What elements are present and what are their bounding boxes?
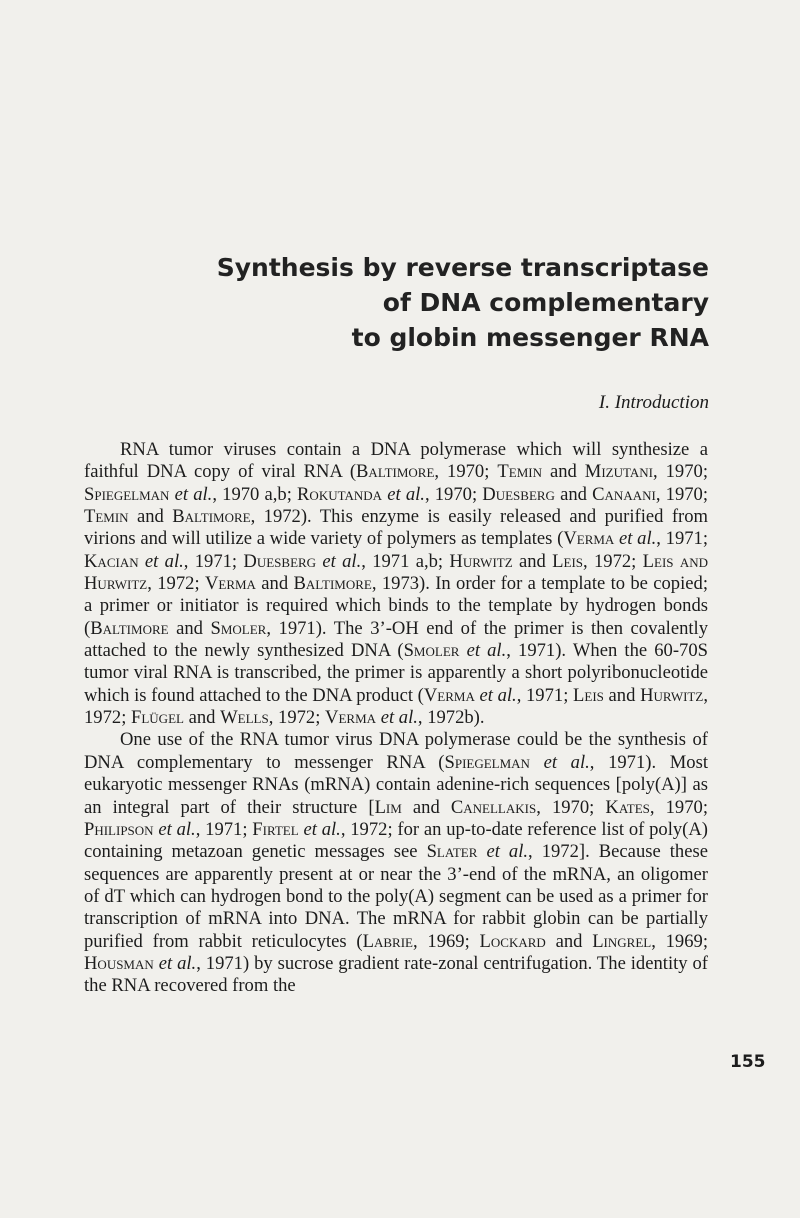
et-al: et al. [158,818,196,840]
et-al: et al. [158,952,197,974]
text-run: , 1971). The 3’-OH end of the primer is then covalently attached to the newly synthesized DNA ( [84,617,708,662]
body-text [84,439,708,998]
et-al: et al. [486,841,529,863]
text-run: and [541,461,585,483]
paragraph [84,439,708,729]
text-run: , 1970; [536,796,606,818]
text-run: , 1972b). [417,707,485,729]
text-run: , 1971; [656,528,709,550]
author-name: Leis [573,684,604,706]
text-run: , 1970; [649,796,708,818]
author-name: Firtel [252,818,299,840]
text-run: RNA tumor viruses contain a DNA polymerase which will synthesize a faithful DNA copy of viral RNA ( [84,439,708,483]
author-name: Lockard [479,930,546,952]
author-name: Smoler [210,617,267,639]
title-line-3: to globin messenger RNA [351,323,709,352]
text-run: and [183,707,221,729]
text-run: and [401,796,451,818]
author-name: Wells [220,707,269,729]
title-line-1: Synthesis by reverse transcriptase [216,253,709,282]
et-al: et al. [380,707,418,729]
et-al: et al. [174,483,213,505]
text-run: and [554,483,593,505]
text-run: , 1971; [516,684,574,706]
text-run: , 1971). Most eukaryotic messenger RNAs (mRNA) contain adenine-rich sequences [poly(A)] as an integral part of their structure [ [84,751,708,818]
text-run: , 1971). When the 60-70S tumor viral RNA is transcribed, the primer is apparently a short polyribonucleotide which is found attached to the DNA product ( [84,640,708,706]
text-run [459,640,466,661]
text-run: , 1972; [147,573,205,595]
et-al: et al. [466,640,507,662]
author-name: Slater [426,841,478,863]
text-run: , 1971 a,b; [361,550,450,572]
text-run: , 1972; [268,707,326,729]
author-name: Philipson [84,818,154,840]
author-name: Smoler [403,640,460,662]
author-name: Duesberg [482,483,555,505]
section-heading: I. Introduction [598,392,709,413]
author-name: Mizutani [584,461,653,483]
text-run: , 1972; [84,684,708,729]
text-run: and [512,550,553,572]
text-run: and [545,930,593,952]
et-al: et al. [144,550,184,572]
author-name: Hurwitz [640,684,704,706]
text-run [530,752,544,773]
author-name: Canellakis [450,796,537,818]
text-run: and [255,573,294,595]
author-name: Kacian [84,550,139,572]
text-run: , 1970; [434,461,498,483]
text-run: One use of the RNA tumor virus DNA polymerase could be the synthesis of DNA complementary to messenger RNA ( [84,729,708,773]
author-name: Verma [204,573,256,595]
author-name: Duesberg [243,550,317,572]
author-name: Verma [563,528,615,550]
author-name: Baltimore [172,506,251,528]
text-run: and [168,617,211,639]
author-name: Spiegelman [84,483,170,505]
author-name: Lim [374,796,402,818]
text-run: , 1972; for an up-to-date reference list of poly(A) containing metazoan genetic messages see [84,818,708,863]
text-run: , 1971; [195,818,253,840]
article-title [149,250,709,355]
paragraph [84,729,708,997]
text-run: , 1970; [424,483,483,505]
author-name: Hurwitz [449,550,513,572]
page-number: 155 [730,1052,766,1072]
author-name: Spiegelman [444,751,530,773]
text-run: and [128,506,173,528]
author-name: Canaani [592,483,656,505]
text-run: , 1969; [412,930,480,952]
et-al: et al. [303,818,341,840]
author-name: Baltimore [293,573,372,595]
text-run: , 1972]. Because these sequences are apparently present at or near the 3’-end of the mRNA, an oligomer of dT which can hydrogen bond to the poly(A) segment can be used as a primer for transcription of mRNA into DNA. The mRNA for rabbit globin can be partially purified from rabbit reticulocytes ( [84,841,708,952]
author-name: Flügel [131,707,184,729]
author-name: Labrie [362,930,413,952]
author-name: Kates [605,796,650,818]
author-name: Leis and Hurwitz [84,550,708,595]
et-al: et al. [387,483,425,505]
text-run: , 1972; [583,550,643,572]
text-run: , 1971; [183,550,244,572]
text-run: , 1971) by sucrose gradient rate-zonal centrifugation. The identity of the RNA recovered from the [84,952,708,997]
text-run: , 1970; [655,483,708,505]
author-name: Leis [552,550,584,572]
text-run: , 1970 a,b; [212,483,298,505]
text-run: and [603,684,641,706]
title-line-2: of DNA complementary [382,288,709,317]
text-run: , 1970; [653,461,708,483]
et-al: et al. [543,751,590,773]
author-name: Verma [325,707,377,729]
et-al: et al. [479,684,517,706]
text-run: , 1972). This enzyme is easily released and purified from virions and will utilize a wide variety of polymers as templates ( [84,506,708,550]
author-name: Baltimore [356,461,435,483]
author-name: Housman [84,952,154,974]
author-name: Rokutanda [297,483,383,505]
et-al: et al. [619,528,657,550]
author-name: Baltimore [90,617,169,639]
author-name: Temin [497,461,542,483]
et-al: et al. [322,550,362,572]
author-name: Temin [84,506,129,528]
text-run: , 1973). In order for a template to be copied; a primer or initiator is required which binds to the template by hydrogen bonds ( [84,573,708,639]
author-name: Verma [423,684,475,706]
author-name: Lingrel [592,930,652,952]
text-run: , 1969; [651,930,708,952]
